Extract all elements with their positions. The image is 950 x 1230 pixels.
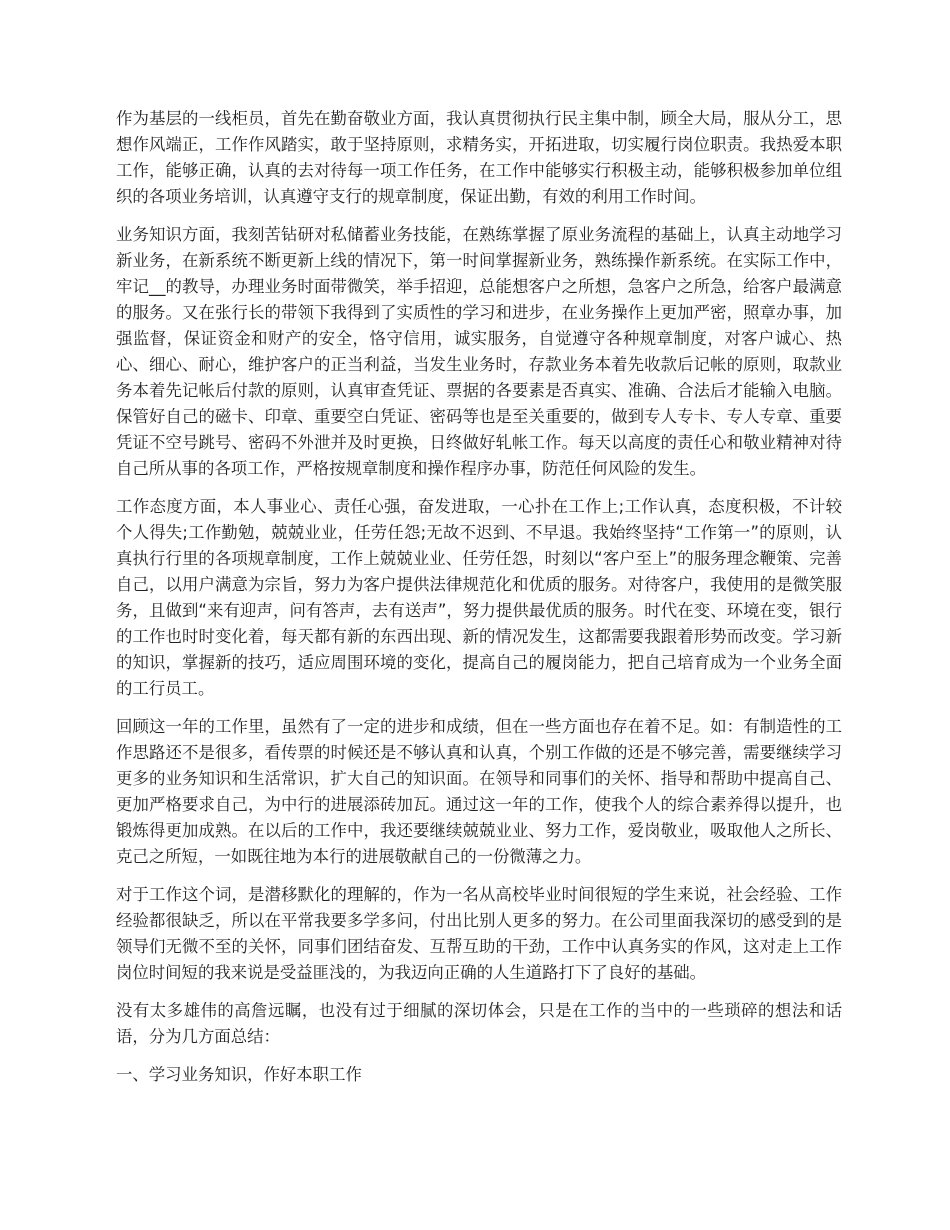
paragraph-work-attitude: 工作态度方面，本人事业心、责任心强，奋发进取，一心扑在工作上;工作认真，态度积极，不计较个人得失;工作勤勉，兢兢业业，任劳任怨;无故不迟到、不早退。我始终坚持“工作第一”的原则，认真执行行里的各项规章制度，工作上兢兢业业、任劳任怨，时刻以“客户至上”的服务理念鞭策、完善自己，以用户满意为宗旨，努力为客户提供法律规范化和优质的服务。对待客户，我使用的是微笑服务，且做到“来有迎声，问有答声，去有送声”，努力提供最优质的服务。时代在变、环境在变，银行的工作也时时变化着，每天都有新的东西出现、新的情况发生，这都需要我跟着形势而改变。学习新的知识，掌握新的技巧，适应周围环境的变化，提高自己的履岗能力，把自己培育成为一个业务全面的工行员工。 [116,497,842,698]
paragraph-business-knowledge: 业务知识方面，我刻苦钻研对私储蓄业务技能，在熟练掌握了原业务流程的基础上，认真主动地学习新业务，在新系统不断更新上线的情况下，第一时间掌握新业务，熟练操作新系统。在实际工作中，牢记__的教导，办理业务时面带微笑，举手招迎，总能想客户之所想，急客户之所急，给客户最满意的服务。又在张行长的带领下我得到了实质性的学习和进步，在业务操作上更加严密，照章办事，加强监督，保证资金和财产的安全，恪守信用，诚实服务，自觉遵守各种规章制度，对客户诚心、热心、细心、耐心，维护客户的正当利益，当发生业务时，存款业务本着先收款后记帐的原则，取款业务本着先记帐后付款的原则，认真审查凭证、票据的各要素是否真实、准确、合法后才能输入电脑。保管好自己的磁卡、印章、重要空白凭证、密码等也是至关重要的，做到专人专卡、专人专章、重要凭证不空号跳号、密码不外泄并及时更换，日终做好轧帐工作。每天以高度的责任心和敬业精神对待自己所从事的各项工作，严格按规章制度和操作程序办事，防范任何风险的发生。 [116,225,842,478]
paragraph-understanding-work: 对于工作这个词，是潜移默化的理解的，作为一名从高校毕业时间很短的学生来说，社会经验、工作经验都很缺乏，所以在平常我要多学多问，付出比别人更多的努力。在公司里面我深切的感受到的是领导们无微不至的关怀，同事们团结奋发、互帮互助的干劲，工作中认真务实的作风，这对走上工作岗位时间短的我来说是受益匪浅的，为我迈向正确的人生道路打下了良好的基础。 [116,885,842,982]
paragraph-summary-intro: 没有太多雄伟的高詹远瞩，也没有过于细腻的深切体会，只是在工作的当中的一些琐碎的想法和话语，分为几方面总结： [116,1001,842,1046]
paragraph-diligence: 作为基层的一线柜员，首先在勤奋敬业方面，我认真贯彻执行民主集中制，顾全大局，服从分工，思想作风端正，工作作风踏实，敢于坚持原则，求精务实，开拓进取，切实履行岗位职责。我热爱本职工作，能够正确，认真的去对待每一项工作任务，在工作中能够实行积极主动，能够积极参加单位组织的各项业务培训，认真遵守支行的规章制度，保证出勤，有效的利用工作时间。 [116,109,842,206]
document-body [116,106,842,1100]
paragraph-year-review: 回顾这一年的工作里，虽然有了一定的进步和成绩，但在一些方面也存在着不足。如：有制造性的工作思路还不是很多，看传票的时候还是不够认真和认真，个别工作做的还是不够完善，需要继续学习更多的业务知识和生活常识，扩大自己的知识面。在领导和同事们的关怀、指导和帮助中提高自己、更加严格要求自己，为中行的进展添砖加瓦。通过这一年的工作，使我个人的综合素养得以提升，也锻炼得更加成熟。在以后的工作中，我还要继续兢兢业业、努力工作，爱岗敬业，吸取他人之所长、克己之所短，一如既往地为本行的进展敬献自己的一份微薄之力。 [116,717,842,866]
section-heading-1: 一、学习业务知识，作好本职工作 [116,1065,362,1084]
